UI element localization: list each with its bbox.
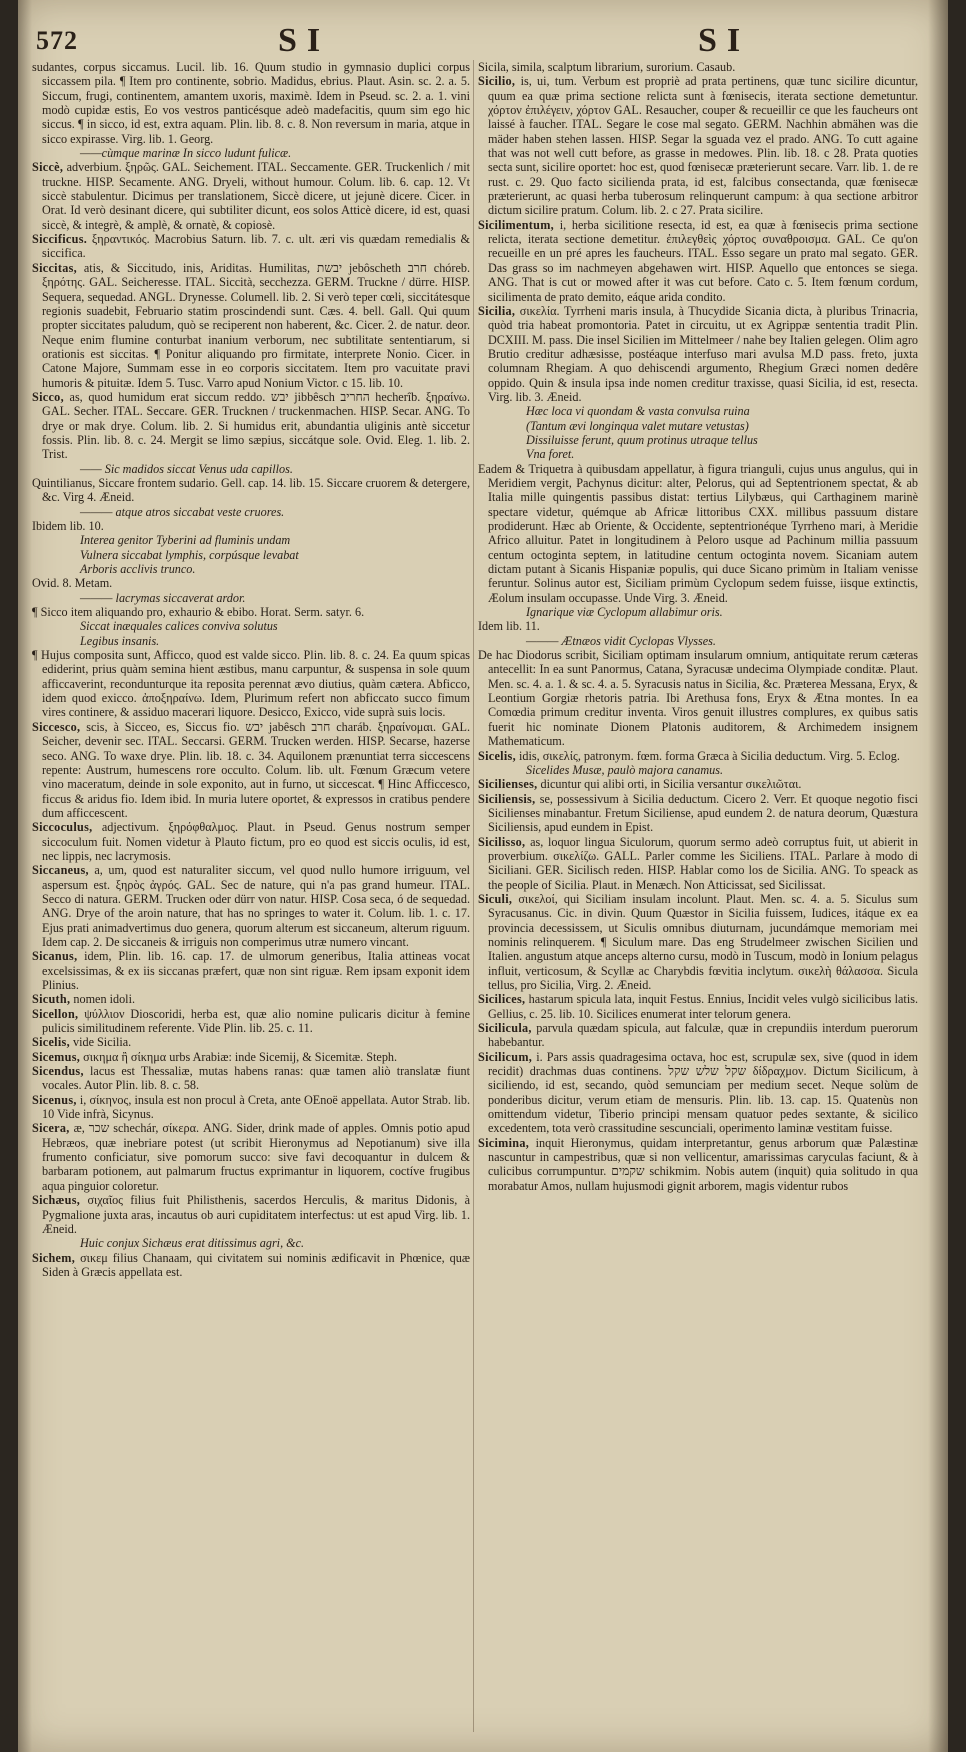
entry-headword: Sicilicula, <box>478 1021 532 1036</box>
dictionary-entry <box>478 304 918 404</box>
entry-headword: Sicimina, <box>478 1135 530 1150</box>
entry-headword: Siccaneus, <box>32 863 89 878</box>
entry-headword: Sicelis, <box>32 1035 70 1050</box>
verse-quotation: ——cùmque marinæ In sicco ludunt fulicæ. <box>80 146 292 161</box>
entry-definition: nomen idoli. <box>73 992 136 1007</box>
right-column <box>478 60 918 1738</box>
entry-definition: σικημα ἢ σίκημα urbs Arabiæ: inde Sicemij, & Sicemitæ. Steph. <box>83 1049 398 1064</box>
entry-definition: ξηραντικός. Macrobius Saturn. lib. 7. c. ult. æri vis quædam remedialis & siccifica. <box>42 232 470 261</box>
entry-continuation: ¶ Sicco item aliquando pro, exhaurio & ebibo. Horat. Serm. satyr. 6. <box>32 605 365 620</box>
verse-quotation: Huic conjux Sichæus erat ditissimus agri, &c. <box>80 1236 305 1251</box>
entry-headword: Sicelis, <box>478 748 516 763</box>
verse-quotation: (Tantum ævi longinqua valet mutare vetustas) <box>526 418 749 433</box>
dictionary-entry <box>478 1050 918 1136</box>
dictionary-entry <box>32 160 470 232</box>
entry-headword: Sicanus, <box>32 949 78 964</box>
entry-definition: se, possessivum à Sicilia deductum. Cicero 2. Verr. Et quoque negotio fisci Sicilienses minabantur. Fretum Siciliense, apud eundem 2. de natura deorum, Quæstura Siciliensis, apud eundem in Epist. <box>488 791 918 835</box>
dictionary-entry <box>32 261 470 390</box>
dictionary-entry <box>32 1064 470 1093</box>
dictionary-entry <box>478 792 918 835</box>
entry-definition: as, loquor lingua Siculorum, quorum sermo adeò corruptus fuit, ut abierit in proverbium. σικελίζω. GALL. Parler comme les Siciliens. ITAL. Parlare à modo di Siciliani. GER. Sicilisch reden. HISP. Hablar como los de Sicilia. ANG. To speack as the people of Sicilia. Plaut. in Menæch. Non Atticissat, sed Sicilissat. <box>488 834 918 892</box>
entry-headword: Siccesco, <box>32 719 81 734</box>
entry-definition: adverbium. ξηρῶς. GAL. Seichement. ITAL. Seccamente. GER. Truckenlich / mit truckne. HISP. Secamente. ANG. Dryeli, without humour. Colum. lib. 6. cap. 12. Vt siccè stabulentur. Dicimus per translationem, Siccè dicere, ut jejunè dicere. Cicer. in Orat. Id verò desinant dicere, qui subtiliter dicunt, eos solos Atticè dicere, id est, quasi siccè, & integrè, & amplè, & ornatè, & copiosè. <box>42 160 470 232</box>
dictionary-entry <box>32 1050 470 1064</box>
dictionary-entry <box>32 949 470 992</box>
dictionary-entry <box>32 1007 470 1036</box>
entry-continuation: Ovid. 8. Metam. <box>32 576 113 591</box>
dictionary-entry <box>32 1035 470 1049</box>
verse-quotation: Dissiluisse ferunt, quum protinus utraque tellus <box>526 432 758 447</box>
entry-continuation: Quintilianus, Siccare frontem sudario. Gell. cap. 14. lib. 15. Siccare cruorem & detergere, &c. Virg 4. Æneid. <box>32 475 470 505</box>
entry-definition: inquit Hieronymus, quidam interpretantur, genus arborum quæ Palæstinæ nascuntur in campestribus, quæ si non vellicentur, amarissimas caryculas faciunt, & à culicibus corrumpuntur. שקמים schikmim. Nobis autem (inquit) quia solitudo in qua morabatur Amos, nullam hujusmodi gignit arborem, magis videntur rubos <box>488 1135 918 1193</box>
entry-continuation: Idem lib. 11. <box>478 619 540 634</box>
dictionary-entry <box>32 1193 470 1236</box>
entry-definition: dicuntur qui alibi orti, in Sicilia versantur σικελιῶται. <box>540 777 802 792</box>
entry-headword: Sicilio, <box>478 74 516 89</box>
dictionary-entry <box>32 720 470 820</box>
entry-headword: Siccoculus, <box>32 820 93 835</box>
entry-definition: idis, σικελίς, patronym. fœm. forma Græca à Sicilia deductum. Virg. 5. Eclog. <box>519 748 900 763</box>
entry-definition: scis, à Sicceo, es, Siccus fio. יבש jabêsch חרב charáb. ξηραίνομαι. GAL. Seicher, devenir sec. ITAL. Seccarsi. GERM. Trucken werden. HISP. Secarse, hazerse seco. ANG. To waxe drye. Plin. lib. 18. c. 34. Aquilonem prænuntiat terra siccescens repente: Austrum, humescens rore occulto. Colum. lib. ult. Fœnum Græcum vetere vino maceratum, deinde in sole exponito, aut in furno, ut siccescat. ¶ Hinc Afficcesco, ficcus & aridus fio. Idem ibid. In muria lutere oportet, & expressos in cratibus pendere dum afficcescent. <box>42 719 470 820</box>
entry-headword: Siccè, <box>32 160 64 175</box>
dictionary-entry <box>478 1021 918 1050</box>
dictionary-entry <box>478 74 918 217</box>
entry-headword: Sicco, <box>32 389 64 404</box>
entry-headword: Sicilienses, <box>478 777 538 792</box>
page-edge-shadow <box>18 0 32 1752</box>
column-divider <box>473 60 474 1732</box>
verse-quotation: ——— lacrymas siccaverat ardor. <box>80 590 246 605</box>
entry-definition: σικελοί, qui Siciliam insulam incolunt. Plaut. Men. sc. 4. a. 5. Siculus sum Syracusanus. Cic. in divin. Quum Quæstor in Sicilia fuissem, Iudices, itáque ex ea provincia decessissem, ut Siculis omnibus diuturnam, jucundámque memoriam mei nominis relinquerem. ¶ Siculum mare. Das eng Strudelmeer zwischen Sicilien und Italien. angustum atque anceps alterno cursu, modò in Tuscum, modò in Ionium pelagus influit, verticosum, & Scyllæ ac Charybdis fœvitia inclytum. σικελὴ θάλασσα. Sicula tellus, pro Sicilia, Virg. 2. Æneid. <box>488 891 918 992</box>
entry-definition: σικεμ filius Chanaam, qui civitatem sui nominis ædificavit in Phœnice, quæ Siden à Græcis appellata est. <box>42 1250 470 1279</box>
dictionary-entry <box>32 390 470 462</box>
dictionary-entry <box>478 218 918 304</box>
entry-headword: Sicilia, <box>478 303 516 318</box>
entry-headword: Sicemus, <box>32 1049 81 1064</box>
entry-definition: σιχαῖος filius fuit Philisthenis, sacerdos Herculis, & maritus Didonis, à Pygmalione juxta aras, incautus ob auri cupiditatem interfectus: ut est apud Virg. lib. 1. Æneid. <box>42 1193 470 1236</box>
entry-definition: i. Pars assis quadragesima octava, hoc est, scrupulæ sex, sive (quod in idem recidit) drachmas duas continens. שקל שלש שקל δίδραχμον. Dictum Sicilicum, à siciliendo, id est, secando, quòd semunciam per medium secet. Neque solùm de ponderibus dicitur, verum etiam de mensuris. Plin. lib. 13. cap. 15. Quatenùs non omittendum videtur, Tiberio principi mensam quatuor pedes sextante, & sicilico excedentem, tota verò crassitudine sescunciali, operimento laminæ vestitam fuisse. <box>488 1049 918 1136</box>
entry-definition: idem, Plin. lib. 16. cap. 17. de ulmorum generibus, Italia attineas vocat excelsissimas, & ex iis siccanas præfert, quæ non sint riguæ. Rem ipsam exponit idem Plinius. <box>42 949 470 992</box>
verse-quotation: Sicelides Musæ, paulò majora canamus. <box>526 762 724 777</box>
entry-headword: Sicilisso, <box>478 834 526 849</box>
entry-definition: hastarum spicula lata, inquit Festus. Ennius, Incidit veles vulgò sicilicibus latis. Gellius, c. 25. lib. 10. Sicilices enumerat inter telorum genera. <box>488 992 918 1021</box>
dictionary-entry <box>32 232 470 261</box>
verse-quotation: Interea genitor Tyberini ad fluminis undam <box>80 533 291 548</box>
dictionary-entry <box>32 1251 470 1280</box>
entry-continuation: Eadem & Triquetra à quibusdam appellatur, à figura trianguli, cujus unus angulus, qui in Meridiem vergit, Pachynus dicitur: alter, Pelorus, qui ad Septentrionem spectat, & ab Italia mille quingentis passibus distat: tertius Lilybæus, qui Carthaginem marinè spectare videtur, quémque ab Africæ littoribus CXX. millibus passuum distare prodiderunt. Hæc ab Oriente, & Occidente, septentrionéque Tyrrheno mari, à Meridie Africo alluitur. Patet in longitudinem à Peloro usque ad Pachinum millia passuum centum octoginta septem, in latitudine centum octoginta novem. Sicaniam autem dictam putant à Sicanis Hispaniæ populis, qui duce Sicano primùm in Italiam venisse feruntur. Solinus autor est, Siciliam primùm Cyclopum sedem fuisse, iisque extinctis, Æolum insulam occupasse. Unde Virg. 3. Æneid. <box>478 461 918 605</box>
entry-definition: i, herba sicilitione resecta, id est, ea quæ à fœnisecis prima sectione relicta, iterata sectione demetitur. ἐπιλεγθεὶς χόρτος συναθροισμα. GAL. Ce qu'on recueille en un pré apres les faucheurs. ITAL. Esso segare un prato mal segato. GER. Das grass so im nachmeyen abgehawen wirt. HISP. Aquello que entonces se siega. ANG. That is cut or mowed after it was cut before. Cato c. 5. Item fœnum cordum, sicilimenta de prato demito, eáque arida condito. <box>488 217 918 304</box>
entry-definition: lacus est Thessaliæ, mutas habens ranas: quæ tamen aliò translatæ fiunt vocales. Autor Plin. lib. 8. c. 58. <box>42 1064 470 1093</box>
entry-headword: Siciliensis, <box>478 791 536 806</box>
entry-definition: parvula quædam spicula, aut falculæ, quæ in crepundiis interdum puerorum habebantur. <box>488 1021 918 1050</box>
verse-quotation: Legibus insanis. <box>80 633 160 648</box>
entry-continuation: Ibidem lib. 10. <box>32 519 104 533</box>
entry-headword: Siccificus. <box>32 232 88 247</box>
entry-headword: Sicilicum, <box>478 1049 533 1064</box>
dictionary-entry <box>32 992 470 1006</box>
entry-definition: adjectivum. ξηρόφθαλμος. Plaut. in Pseud. Genus nostrum semper siccoculum fuit. Nomen videtur à Plauto fictum, pro eo quod est siccis oculis, id est, nec lippis, nec lacrymosis. <box>42 820 470 863</box>
entry-headword: Sicera, <box>32 1121 70 1136</box>
entry-headword: Siculi, <box>478 891 513 906</box>
entry-definition: i, σίκηνος, insula est non procul à Creta, ante OEnoë appellata. Autor Strab. lib. 10 Vide infrà, Sicynus. <box>42 1092 470 1122</box>
verse-quotation: Vulnera siccabat lymphis, corpúsque levabat <box>80 547 299 562</box>
entry-headword: Sichæus, <box>32 1193 81 1208</box>
verse-quotation: ——— Ætnæos vidit Cyclopas Vlysses. <box>526 633 716 648</box>
entry-continuation: Sicila, simila, scalptum librarium, surorium. Casaub. <box>478 60 736 74</box>
entry-headword: Siccitas, <box>32 260 78 275</box>
dictionary-entry <box>32 820 470 863</box>
page-header <box>18 22 948 62</box>
running-head-right: SI <box>698 22 751 59</box>
entry-definition: ψύλλιον Dioscoridi, herba est, quæ alio nomine pulicaris dicitur à femine pulicis similitudinem referente. Vide Plin. lib. 25. c. 11. <box>42 1006 470 1036</box>
entry-headword: Sicellon, <box>32 1006 79 1021</box>
dictionary-entry <box>478 892 918 992</box>
left-column <box>32 60 470 1738</box>
entry-definition: atis, & Siccitudo, inis, Ariditas. Humilitas, יבשת jebôscheth חרב chóreb. ξηρότης. GAL. Seicheresse. ITAL. Siccità, secchezza. GERM. Truckne / dürre. HISP. Sequera, sequedad. ANGL. Drynesse. Columell. lib. 2. Si verò teper cœli, siccitátesque regionis suadebit, Februario statim proscindendi sunt. Cæs. 4. bell. Gall. Qui quum propter siccitates paludum, quò se reciperent non haberent, &c. Cicer. 2. de natur. deor. Neque enim flumine conturbat inanium verborum, nec subtilitate sententiarum, si orationis est siccitas. ¶ Ponitur aliquando pro firmitate, interprete Nonio. Cicer. in Catone Majore, Summam esse in eo corporis siccitatem. Item pro vacuitate pravi humoris & pituitæ. Idem 5. Tusc. Varro apud Nonium Victor. c 15. lib. 10. <box>42 260 470 390</box>
running-head-left: SI <box>278 22 331 59</box>
entry-continuation: ¶ Hujus composita sunt, Afficco, quod est valde sicco. Plin. lib. 8. c. 24. Ea quum spicas ediderint, prius quàm semina hient æstibus, manu carpuntur, & suspensa in sole quum afficcaverint, recondunturque ita reposita perennat ævo diutius, quàm cætera. Abficco, idem quod exicco. ἀποξηραίνω. Idem, Plurimum refert non abficcato succo fimum vires continere, & assiduo macerari liquore. Desicco, Exicco, vide suprà suis locis. <box>32 648 470 720</box>
entry-definition: σικελία. Tyrrheni maris insula, à Thucydide Sicania dicta, à pluribus Trinacria, quòd tria habeat promontoria. Patet in circuitu, ut ex Agrippæ sententia tradit Plin. DCXIII. M. pass. Die insel Sicilien im Mittelmeer / nahe bey Italien gelegen. Olim agro Brutio creditur adhæsisse, postéaque interfuso mari avulsa M.D pass. freto, juxta columnam Rhegiam. A quo dehiscendi argumento, Rhegium Græci nomen dedêre oppido. Quin & insula ipsa inde nomen creditur traxisse, quasi Sicilia, id est, resecta. Virg. lib. 3. Æneid. <box>488 303 918 404</box>
page-number: 572 <box>36 26 78 55</box>
dictionary-entry <box>478 749 918 763</box>
entry-definition: æ, שכר schechár, σίκερα. ANG. Sider, drink made of apples. Omnis potio apud Hebræos, quæ inebriare potest (ut scribit Hieronymus ad Nepotianum) sive illa frumento conficiatur, sive pomorum succo: sive favi decoquantur in dulcem & barbaram potionem, aut palmarum fructus exprimantur in liquorem, coctíve frugibus aqua pinguior coloretur. <box>42 1121 470 1193</box>
verse-quotation: Vna foret. <box>526 447 575 462</box>
dictionary-entry <box>478 777 918 791</box>
entry-headword: Sicenus, <box>32 1092 77 1107</box>
verse-quotation: Arboris acclivis trunco. <box>80 562 196 577</box>
dictionary-entry <box>32 1121 470 1193</box>
verse-quotation: ——— atque atros siccabat veste cruores. <box>80 504 285 519</box>
entry-definition: vide Sicilia. <box>73 1035 132 1050</box>
entry-definition: as, quod humidum erat siccum reddo. יבש jibbêsch החריב hecherîb. ξηραίνω. GAL. Secher. ITAL. Seccare. GER. Trucknen / truckenmachen. HISP. Secar. ANG. To drye or mak drye. Colum. lib. 2. Si humidus erit, abundantia uliginis antè siccetur fossis. Plin. lib. 8. c. 24. Mergit se limo sæpius, siccátque sole. Ovid. Eleg. 1. lib. 2. Trist. <box>42 389 470 462</box>
verse-quotation: —— Sic madidos siccat Venus uda capillos. <box>80 461 293 476</box>
binding-shadow <box>928 0 948 1752</box>
entry-definition: is, ui, tum. Verbum est propriè ad prata pertinens, quæ tunc sicilire dicuntur, quum ea quæ prima sectione relicta sunt à fœnisecis, iterata sectione demetuntur. χόρτον ἐπιλέγειν, χόρτον GAL. Resaucher, couper & recueillir ce que les faucheurs ont laissé à faucher. ITAL. Segare le cose mal segato. GERM. Nachhin abmähen was die mäder haben stehen lassen. HISP. Segar la sguada vez el prado. ANG. To cutt againe that was not well cutt before, as grasse in medowes. Plin. lib. 18. c 28. Prata quoties secta sunt, sicilire oportet: hoc est, quod fœnisecæ præterierunt secare. Varr. lib. 1. de re rust. c. 29. Quo facto sicilienda prata, id est, falcibus consectanda, quæ fœnisecæ præterierunt, ac quasi herba tuberosum relinquerunt campum: à qua sectione arbitror dictum sicilire pratum. Colum. lib. 2. c 27. Prata sicilire. <box>488 74 918 218</box>
entry-headword: Sicendus, <box>32 1064 84 1079</box>
dictionary-page <box>18 0 948 1752</box>
verse-quotation: Siccat inæquales calices conviva solutus <box>80 619 278 634</box>
dictionary-entry <box>478 992 918 1021</box>
dictionary-entry <box>32 1093 470 1122</box>
entry-definition: a, um, quod est naturaliter siccum, vel quod nullo humore irriguum, vel aspersum est. ξηρὸς ἀγρός. GAL. Sec de nature, qui n'a pas grand humeur. ITAL. Secco di natura. GERM. Trucken oder dürr von natur. HISP. Cosa seca, ó de sequedad. ANG. Drye of the aroin nature, that has no springes to water it. Colum. lib. 1. c. 17. Ejus prati animadvertimus duo genera, quorum alterum est siccaneum, alterum riguum. Idem cap. 2. De siccaneis & irriguis non comperimus utræ numero vincant. <box>42 863 470 949</box>
verse-quotation: Ignarique viæ Cyclopum allabimur oris. <box>526 605 723 620</box>
entry-headword: Sicilices, <box>478 992 526 1007</box>
dictionary-entry <box>32 863 470 949</box>
entry-headword: Sichem, <box>32 1250 76 1265</box>
entry-continuation: De hac Diodorus scribit, Siciliam optimam insularum omnium, antiquitate rerum cæteras antecellit: In ea sunt Panormus, Catana, Syracusæ undecima Olympiade conditæ. Plaut. Men. sc. 4. a. 1. & sc. 4. a. 5. Syracusis natus in Sicilia, &c. Præterea Messana, Eryx, & Leontium Gorgiæ rhetoris patria. Ibi Arethusa fons, Eryx & Ætna montes. In ea Comœdia primum creditur inventa. Viros genuit illustres complures, ex quibus satis fuerit hic nominate Dionem Platonis auditorem, & Archimedem insignem Mathematicum. <box>478 648 918 749</box>
entry-headword: Sicuth, <box>32 992 71 1007</box>
dictionary-entry <box>478 835 918 892</box>
entry-headword: Sicilimentum, <box>478 217 555 232</box>
entry-continuation: sudantes, corpus siccamus. Lucil. lib. 16. Quum studio in gymnasio duplici corpus siccassem pila. ¶ Item pro continente, sobrio. Madidus, ebrius. Plaut. Asin. sc. 2. a. 5. Siccum, frugi, continentem, amantem uxoris, maximè. Idem in Pseud. sc. 2. a. 1. vini modò cupidæ estis, Eo vos vestros panticésque adeò madefacitis, quum sim ego hic siccus. ¶ in sicco, id est, extra aquam. Plin. lib. 8. c. 8. Non reversum in maria, atque in sicco expirasse. Virg. lib. 1. Georg. <box>32 60 470 146</box>
dictionary-entry <box>478 1136 918 1193</box>
verse-quotation: Hæc loca vi quondam & vasta convulsa ruina <box>526 404 750 419</box>
